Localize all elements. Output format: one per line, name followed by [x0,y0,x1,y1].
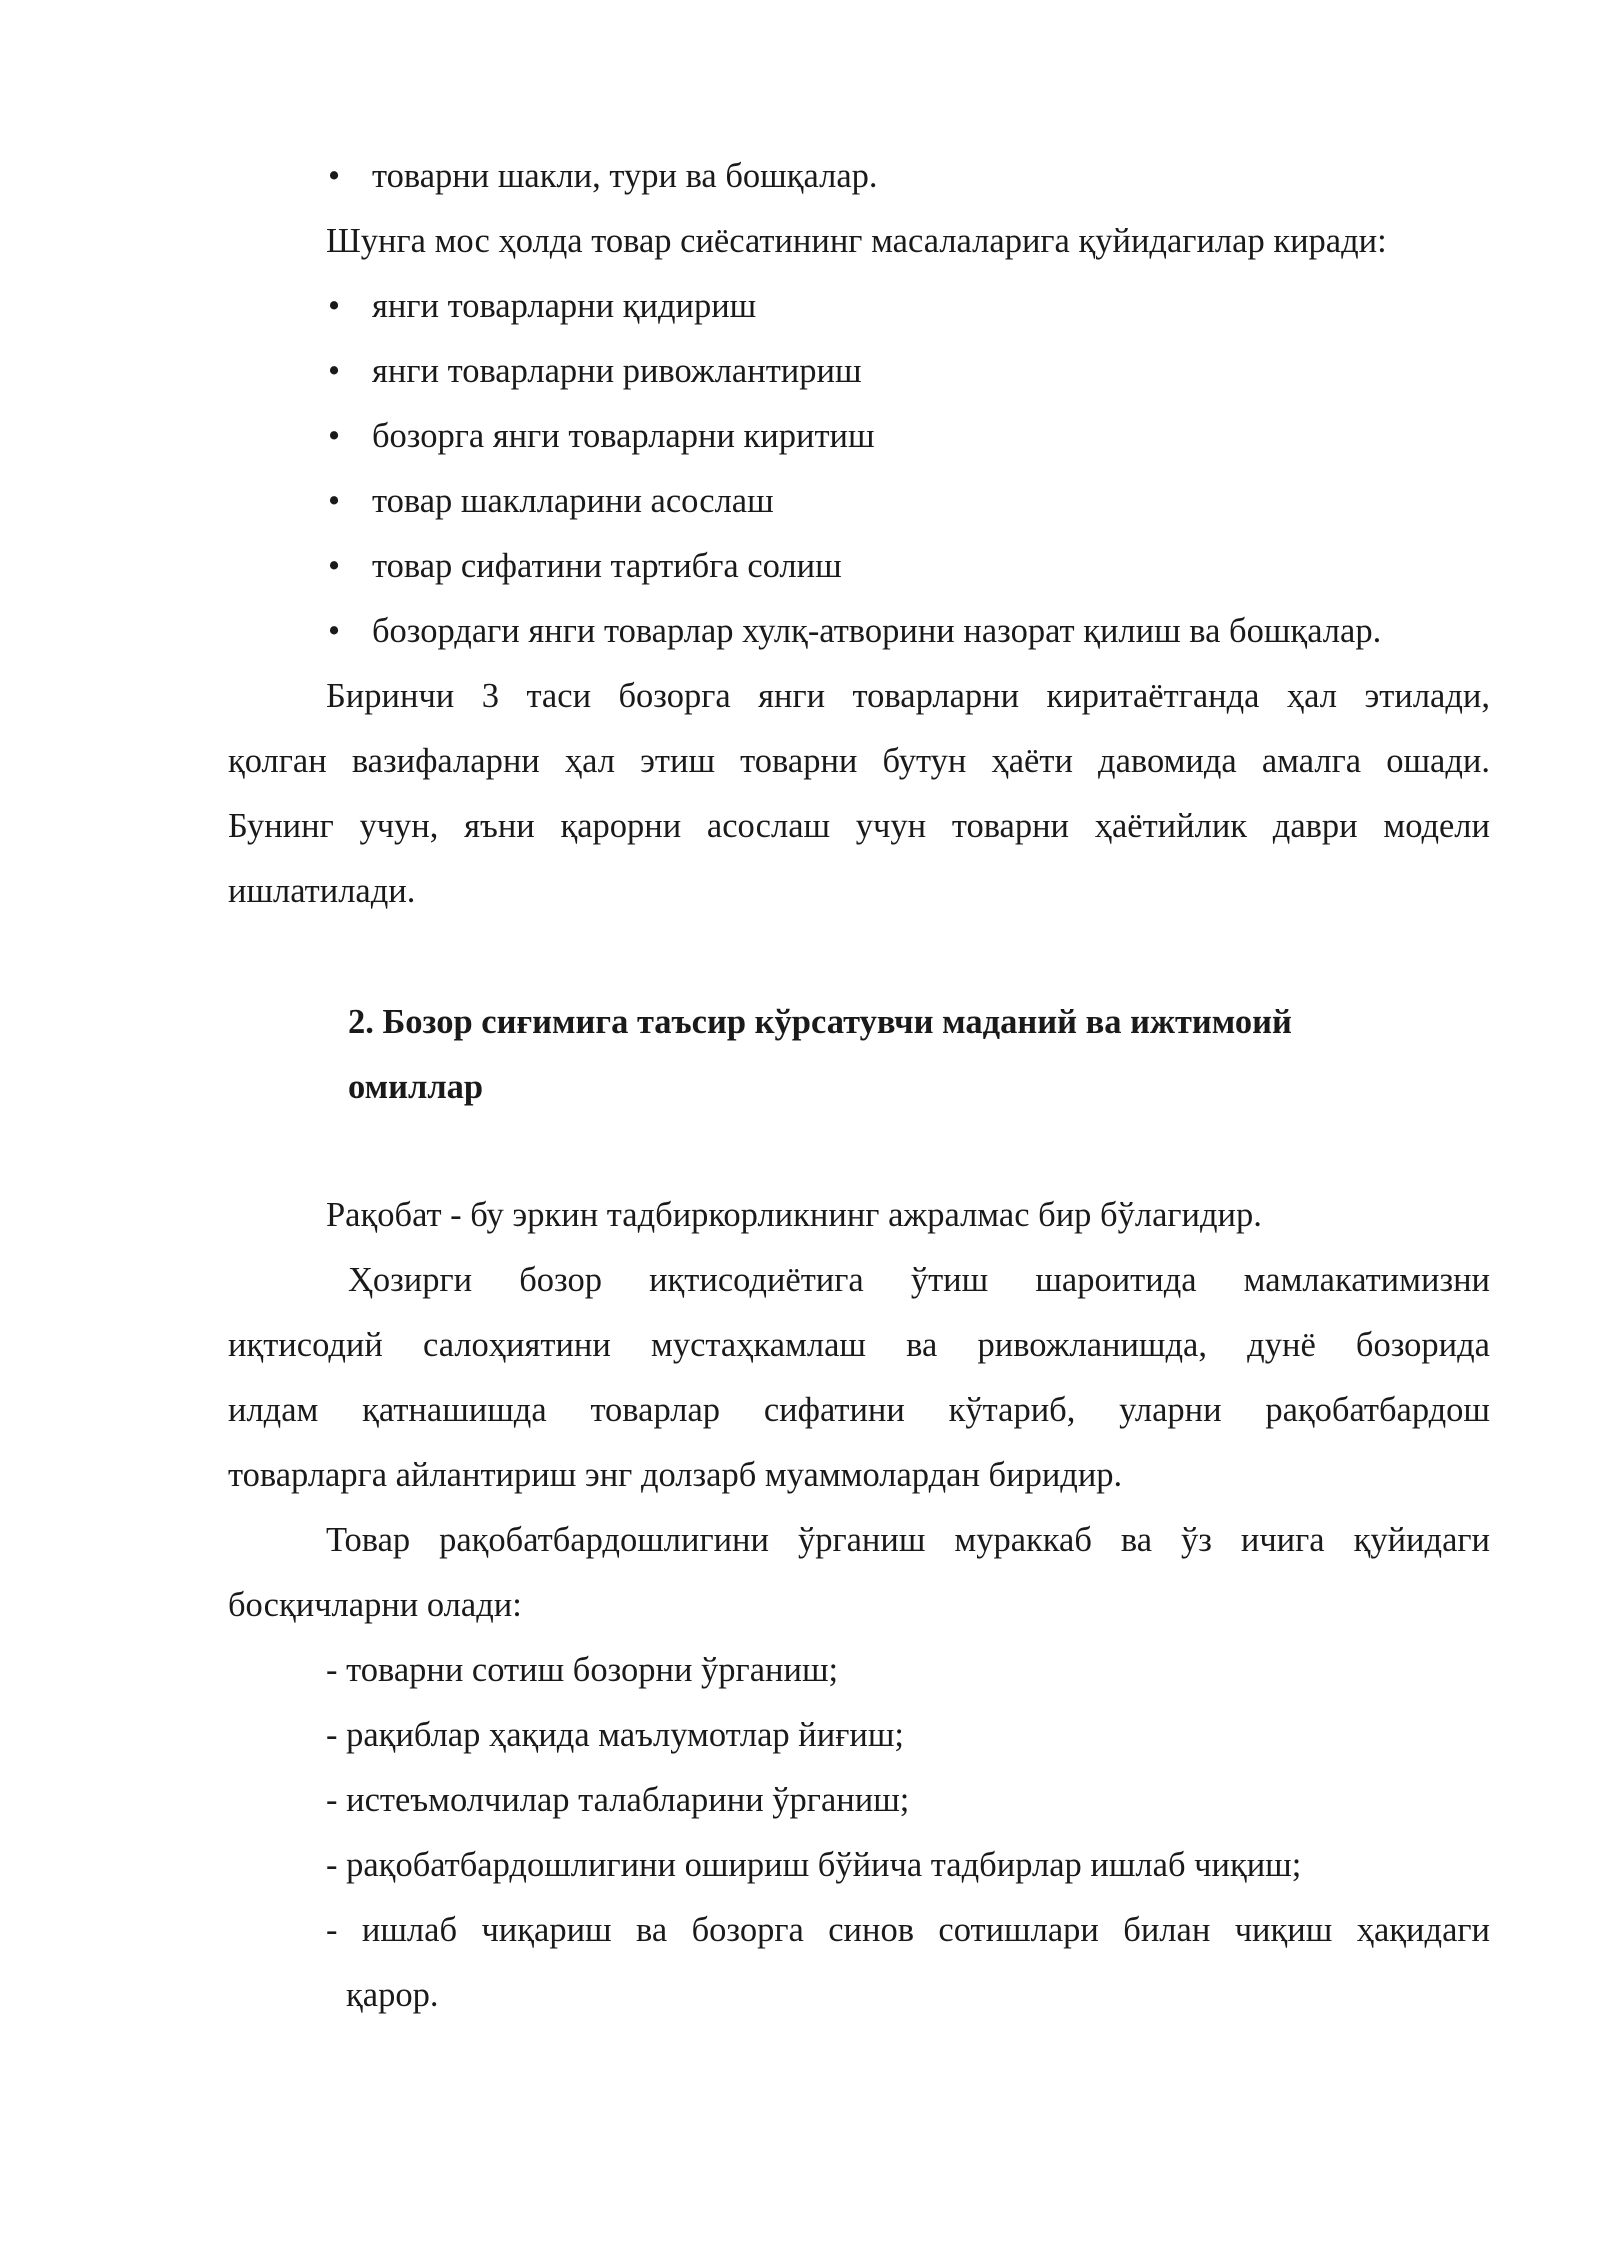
section-heading: омиллар [348,1068,484,1106]
section-heading: 2. Бозор сиғимига таъсир кўрсатувчи маданий ва ижтимоий [348,1003,1292,1041]
bullet-icon: • [328,157,341,195]
bullet-item: янги товарларни қидириш [372,287,757,325]
bullet-item: бозордаги янги товарлар хулқ-атворини назорат қилиш ва бошқалар. [372,612,1382,650]
bullet-item: товарни шакли, тури ва бошқалар. [372,157,878,195]
bullet-icon: • [328,482,341,520]
list-item: - товарни сотиш бозорни ўрганиш; [326,1651,839,1689]
paragraph-line: Ҳозирги бозор иқтисодиётига ўтиш шароитида мамлакатимизни [348,1261,1490,1299]
paragraph-line: босқичларни олади: [228,1586,522,1624]
list-item-continuation: қарор. [346,1976,439,2014]
paragraph-line: иқтисодий салоҳиятини мустаҳкамлаш ва ривожланишда, дунё бозорида [228,1326,1490,1364]
paragraph-line: Биринчи 3 таси бозорга янги товарларни киритаётганда ҳал этилади, [326,677,1490,715]
list-item: - рақиблар ҳақида маълумотлар йиғиш; [326,1716,904,1754]
bullet-item: бозорга янги товарларни киритиш [372,417,875,455]
intro-text: Шунга мос ҳолда товар сиёсатининг масалаларига қуйидагилар киради: [326,222,1387,260]
bullet-icon: • [328,352,341,390]
bullet-icon: • [328,612,341,650]
bullet-icon: • [328,287,341,325]
list-item: - рақобатбардошлигини ошириш бўйича тадбирлар ишлаб чиқиш; [326,1846,1302,1884]
paragraph-line: Товар рақобатбардошлигини ўрганиш мураккаб ва ўз ичига қуйидаги [326,1521,1490,1559]
paragraph-line: илдам қатнашишда товарлар сифатини кўтариб, уларни рақобатбардош [228,1391,1490,1429]
paragraph-line: Рақобат - бу эркин тадбиркорликнинг ажралмас бир бўлагидир. [326,1196,1262,1234]
bullet-item: товар сифатини тартибга солиш [372,547,842,585]
list-item: - истеъмолчилар талабларини ўрганиш; [326,1781,910,1819]
list-item: - ишлаб чиқариш ва бозорга синов сотишлари билан чиқиш ҳақидаги [326,1911,1490,1949]
paragraph-line: товарларга айлантириш энг долзарб муаммолардан биридир. [228,1456,1123,1494]
paragraph-line: ишлатилади. [228,872,416,910]
bullet-icon: • [328,417,341,455]
bullet-icon: • [328,547,341,585]
bullet-item: янги товарларни ривожлантириш [372,352,862,390]
paragraph-line: Бунинг учун, яъни қарорни асослаш учун товарни ҳаётийлик даври модели [228,807,1490,845]
paragraph-line: қолган вазифаларни ҳал этиш товарни бутун ҳаёти давомида амалга ошади. [228,742,1490,780]
bullet-item: товар шаклларини асослаш [372,482,774,520]
